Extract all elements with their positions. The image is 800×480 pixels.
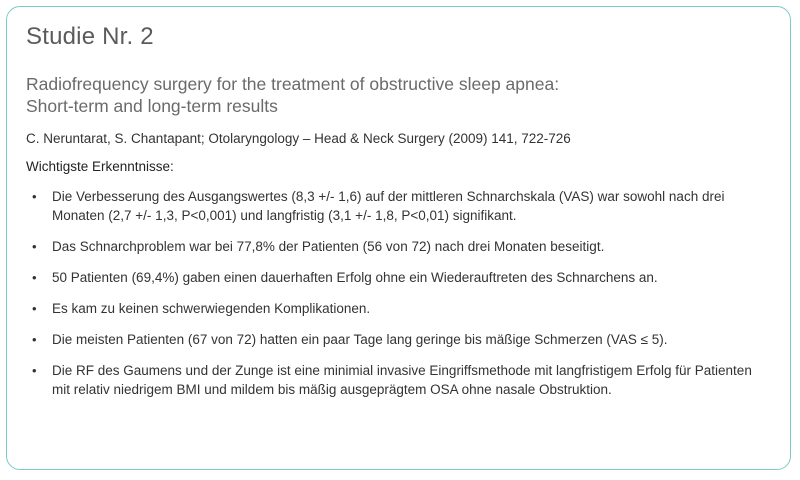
study-title: Studie Nr. 2 (26, 23, 154, 50)
study-card (6, 6, 791, 470)
finding-item (26, 237, 766, 256)
finding-text: Die Verbesserung des Ausgangswertes (8,3 +/- 1,6) auf der mittleren Schnarchskala (VAS) war sowohl nach drei Monaten (2,7 +/- 1,3, P<0,001) und langfristig (3,1 +/- 1,8, P<0,01) signifikant. (52, 189, 725, 223)
finding-item (26, 330, 766, 349)
paper-title-line-1: Radiofrequency surgery for the treatment of obstructive sleep apnea: (26, 74, 560, 94)
finding-item (26, 361, 766, 399)
bullet-icon: • (32, 301, 37, 316)
finding-text: Das Schnarchproblem war bei 77,8% der Patienten (56 von 72) nach drei Monaten beseitigt. (52, 239, 605, 254)
finding-text: Die RF des Gaumens und der Zunge ist eine minimial invasive Eingriffsmethode mit langfristigem Erfolg für Patienten mit relativ niedrigem BMI und mildem bis mäßig ausgeprägtem OSA ohne nasale Obstruktion. (52, 363, 752, 397)
bullet-icon: • (32, 239, 37, 254)
key-findings-heading: Wichtigste Erkenntnisse: (26, 159, 174, 174)
bullet-icon: • (32, 332, 37, 347)
finding-item (26, 187, 766, 225)
finding-item (26, 268, 766, 287)
finding-text: Die meisten Patienten (67 von 72) hatten ein paar Tage lang geringe bis mäßige Schmerzen (VAS ≤ 5). (52, 332, 668, 347)
paper-title-line-2: Short-term and long-term results (26, 96, 278, 116)
bullet-icon: • (32, 270, 37, 285)
citation: C. Neruntarat, S. Chantapant; Otolaryngology – Head & Neck Surgery (2009) 141, 722-726 (26, 131, 571, 146)
finding-text: 50 Patienten (69,4%) gaben einen dauerhaften Erfolg ohne ein Wiederauftreten des Schnarchens an. (52, 270, 658, 285)
paper-title (26, 73, 559, 117)
bullet-icon: • (32, 363, 37, 378)
finding-text: Es kam zu keinen schwerwiegenden Komplikationen. (52, 301, 371, 316)
bullet-icon: • (32, 189, 37, 204)
findings-list (26, 187, 766, 411)
finding-item (26, 299, 766, 318)
